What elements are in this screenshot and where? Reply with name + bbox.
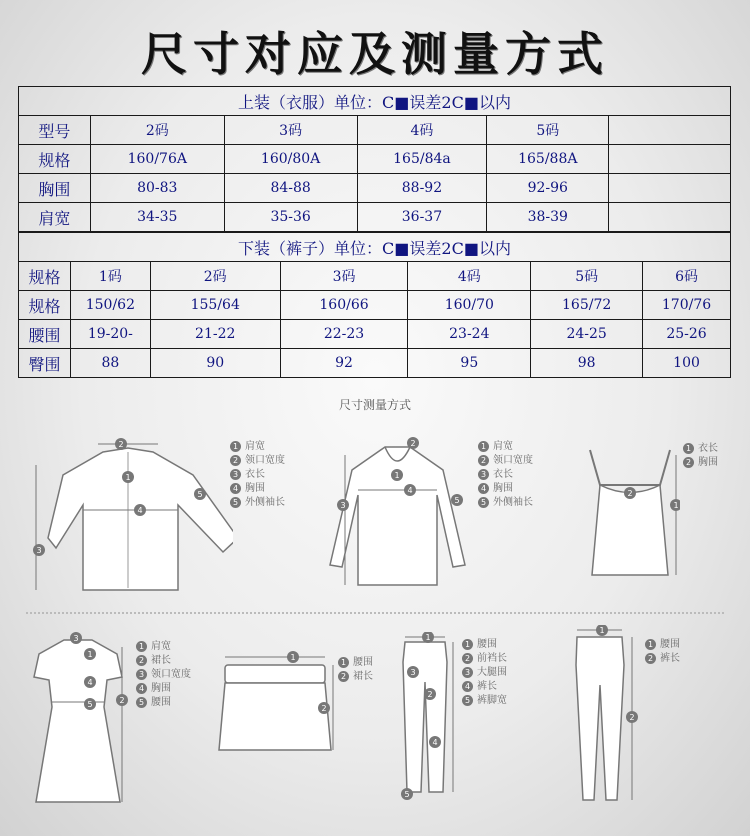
table-cell: 88-92: [357, 174, 487, 203]
table-cell: 92: [280, 349, 408, 378]
dress-illustration: [22, 632, 134, 812]
table-cell: 2码: [150, 262, 280, 291]
svg-text:1: 1: [425, 633, 431, 642]
table-cell: 165/84a: [357, 145, 487, 174]
table-cell: 25-26: [643, 320, 731, 349]
table-cell: 5码: [531, 262, 643, 291]
row-label: 规格: [19, 291, 71, 320]
row-label: 型号: [19, 116, 91, 145]
bottoms-table-header: 下装（裤子）单位：C■误差2C■以内: [19, 233, 731, 262]
legend-item: 胸围: [698, 457, 718, 468]
table-cell: 38-39: [487, 203, 609, 232]
table-row: [19, 116, 731, 145]
legend-item: 裙长: [151, 655, 171, 666]
legend-item: 大腿围: [477, 667, 507, 678]
svg-text:4: 4: [87, 678, 93, 687]
shirt-legend: 1 肩宽 2 领口宽度 3 衣长 4 胸围 5 外侧袖长: [230, 440, 285, 510]
svg-text:5: 5: [87, 700, 93, 709]
jeans-legend: 1 腰围 2 前裆长 3 大腿围 4 裤长 5 裤脚宽: [462, 638, 507, 708]
long-tee-illustration: [325, 435, 470, 595]
legend-item: 裤长: [477, 681, 497, 692]
long-tee-legend: 1 肩宽 2 领口宽度 3 衣长 4 胸围 5 外侧袖长: [478, 440, 533, 510]
table-row: [19, 262, 731, 291]
legend-item: 胸围: [151, 683, 171, 694]
measurement-title: 尺寸测量方式: [338, 398, 411, 412]
camisole-illustration: [580, 445, 680, 585]
table-cell: 36-37: [357, 203, 487, 232]
svg-text:5: 5: [404, 790, 410, 799]
table-cell: 3码: [224, 116, 357, 145]
row-label: 规格: [19, 262, 71, 291]
svg-text:4: 4: [432, 738, 438, 747]
table-cell: 19-20-: [70, 320, 150, 349]
legend-item: 衣长: [493, 469, 513, 480]
table-cell: 1码: [70, 262, 150, 291]
table-cell: 170/76: [643, 291, 731, 320]
table-cell: 92-96: [487, 174, 609, 203]
legend-item: 外侧袖长: [245, 497, 285, 508]
skirt-illustration: [215, 650, 340, 760]
tops-size-table: [18, 86, 731, 232]
table-cell: [609, 203, 731, 232]
svg-text:2: 2: [427, 690, 433, 699]
leggings-legend: 1 腰围 2 裤长: [645, 638, 680, 666]
table-cell: 80-83: [90, 174, 224, 203]
table-cell: [609, 145, 731, 174]
table-row: [19, 291, 731, 320]
table-cell: 6码: [643, 262, 731, 291]
dress-legend: 1 肩宽 2 裙长 3 领口宽度 4 胸围 5 腰围: [136, 640, 191, 710]
table-cell: 4码: [408, 262, 531, 291]
table-cell: 88: [70, 349, 150, 378]
legend-item: 衣长: [698, 443, 718, 454]
svg-text:1: 1: [87, 650, 93, 659]
table-cell: 4码: [357, 116, 487, 145]
table-cell: 165/88A: [487, 145, 609, 174]
svg-text:3: 3: [73, 634, 79, 643]
legend-item: 腰围: [151, 697, 171, 708]
shirt-illustration: [28, 430, 233, 600]
svg-text:2: 2: [321, 704, 327, 713]
svg-text:2: 2: [118, 440, 124, 449]
svg-text:3: 3: [36, 546, 42, 555]
svg-text:3: 3: [340, 501, 346, 510]
svg-text:1: 1: [290, 653, 296, 662]
row-label: 腰围: [19, 320, 71, 349]
tops-table-header: 上装（衣服）单位：C■误差2C■以内: [19, 87, 731, 116]
page-title: 尺寸对应及测量方式: [141, 27, 609, 81]
svg-text:2: 2: [410, 439, 416, 448]
table-cell: 95: [408, 349, 531, 378]
table-cell: 2码: [90, 116, 224, 145]
table-cell: [609, 116, 731, 145]
legend-item: 腰围: [353, 657, 373, 668]
jeans-illustration: [395, 632, 465, 802]
svg-text:1: 1: [125, 473, 131, 482]
table-cell: 160/66: [280, 291, 408, 320]
svg-text:5: 5: [454, 496, 460, 505]
legend-item: 领口宽度: [151, 669, 191, 680]
section-divider: [26, 612, 724, 614]
svg-text:5: 5: [197, 490, 203, 499]
legend-item: 领口宽度: [493, 455, 533, 466]
table-cell: 90: [150, 349, 280, 378]
table-cell: 84-88: [224, 174, 357, 203]
skirt-legend: 1 腰围 2 裙长: [338, 656, 373, 684]
svg-text:1: 1: [599, 626, 605, 635]
legend-item: 前裆长: [477, 653, 507, 664]
bottoms-size-table: [18, 232, 731, 378]
row-label: 规格: [19, 145, 91, 174]
legend-item: 肩宽: [493, 441, 513, 452]
table-cell: 155/64: [150, 291, 280, 320]
table-row: [19, 203, 731, 232]
legend-item: 腰围: [477, 639, 497, 650]
svg-text:1: 1: [673, 501, 679, 510]
svg-text:3: 3: [410, 668, 416, 677]
table-cell: 100: [643, 349, 731, 378]
svg-text:2: 2: [627, 489, 633, 498]
legend-item: 胸围: [493, 483, 513, 494]
legend-item: 外侧袖长: [493, 497, 533, 508]
svg-text:4: 4: [407, 486, 413, 495]
row-label: 臀围: [19, 349, 71, 378]
table-cell: 98: [531, 349, 643, 378]
table-row: [19, 320, 731, 349]
legend-item: 衣长: [245, 469, 265, 480]
row-label: 胸围: [19, 174, 91, 203]
table-cell: 21-22: [150, 320, 280, 349]
table-cell: 35-36: [224, 203, 357, 232]
table-cell: 150/62: [70, 291, 150, 320]
legend-item: 胸围: [245, 483, 265, 494]
svg-text:4: 4: [137, 506, 143, 515]
table-cell: 22-23: [280, 320, 408, 349]
table-row: [19, 349, 731, 378]
legend-item: 肩宽: [151, 641, 171, 652]
table-cell: 160/76A: [90, 145, 224, 174]
table-cell: 34-35: [90, 203, 224, 232]
table-row: [19, 174, 731, 203]
row-label: 肩宽: [19, 203, 91, 232]
table-cell: 24-25: [531, 320, 643, 349]
table-cell: 160/70: [408, 291, 531, 320]
svg-text:2: 2: [119, 696, 125, 705]
table-cell: [609, 174, 731, 203]
legend-item: 裙长: [353, 671, 373, 682]
table-cell: 160/80A: [224, 145, 357, 174]
legend-item: 肩宽: [245, 441, 265, 452]
table-cell: 165/72: [531, 291, 643, 320]
leggings-illustration: [562, 625, 642, 810]
legend-item: 裤脚宽: [477, 695, 507, 706]
table-cell: 5码: [487, 116, 609, 145]
table-cell: 3码: [280, 262, 408, 291]
camisole-legend: 1 衣长 2 胸围: [683, 442, 718, 470]
legend-item: 裤长: [660, 653, 680, 664]
svg-text:1: 1: [394, 471, 400, 480]
legend-item: 领口宽度: [245, 455, 285, 466]
table-row: [19, 145, 731, 174]
legend-item: 腰围: [660, 639, 680, 650]
table-cell: 23-24: [408, 320, 531, 349]
svg-text:2: 2: [629, 713, 635, 722]
